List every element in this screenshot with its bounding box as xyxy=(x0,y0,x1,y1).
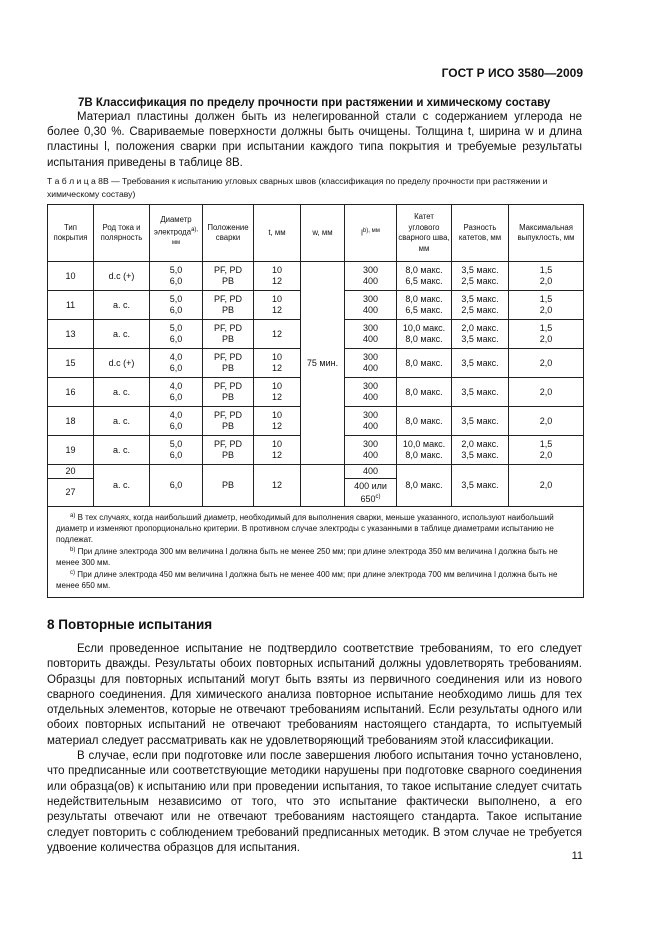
cell-coating-type: 27 xyxy=(48,479,94,507)
cell-convexity: 2,0 xyxy=(509,349,584,378)
cell-leg: 10,0 макс. 8,0 макс. xyxy=(397,436,452,465)
cell-thickness: 10 12 xyxy=(254,349,301,378)
footnote: $^{а)}$ В тех случаях, когда наибольший диаметр, необходимый для выполнения сварки, меньше указанного, используют наибольший диаметр и изменяют пропорционально критерии. В противном случае электроды с указанными в таблице диаметрами испытанию не подлежат. xyxy=(56,513,554,544)
table-header-cell: w, мм xyxy=(301,205,345,262)
cell-convexity: 1,5 2,0 xyxy=(509,262,584,291)
cell-position: PF, PD PB xyxy=(203,378,254,407)
cell-leg-diff: 3,5 макс. xyxy=(452,465,509,507)
table-header-cell: Максимальная выпуклость, мм xyxy=(509,205,584,262)
cell-length: 300 400 xyxy=(345,262,397,291)
cell-leg: 8,0 макс. xyxy=(397,465,452,507)
table-header-cell: Род тока и полярность xyxy=(94,205,150,262)
table-footnotes xyxy=(48,507,584,598)
cell-leg: 8,0 макс. 6,5 макс. xyxy=(397,291,452,320)
cell-position: PF, PD PB xyxy=(203,407,254,436)
cell-thickness: 10 12 xyxy=(254,262,301,291)
table-header-row xyxy=(48,205,584,262)
cell-coating-type: 16 xyxy=(48,378,94,407)
cell-thickness: 10 12 xyxy=(254,407,301,436)
cell-leg-diff: 3,5 макс. xyxy=(452,378,509,407)
cell-length: 300 400 xyxy=(345,349,397,378)
cell-leg: 8,0 макс. 6,5 макс. xyxy=(397,262,452,291)
table-header-cell: Разность катетов, мм xyxy=(452,205,509,262)
cell-convexity: 2,0 xyxy=(509,465,584,507)
table-header-cell: Положение сварки xyxy=(203,205,254,262)
cell-diameter: 5,0 6,0 xyxy=(150,320,203,349)
cell-coating-type: 20 xyxy=(48,465,94,479)
section-8-paragraph-2: В случае, если при подготовке или после завершения любого испытания точно установлено, что предписанные или соответствующие методики нарушены при подготовке сварного соединения или образца(ов) к испытанию или при проведении испытания, то такое испытание следует считать недействительным независимо от того, что это испытание фактически выполнено, а его результаты отвечают или не отвечают требованиям настоящего стандарта. Такое испытание следует повторить с соблюдением требований предписанных методик. В этом случае не требуется удвоение количества образцов для испытания. xyxy=(47,750,582,854)
cell-thickness: 12 xyxy=(254,465,301,507)
cell-thickness: 10 12 xyxy=(254,436,301,465)
table-footnotes-row xyxy=(48,507,584,598)
cell-convexity: 1,5 2,0 xyxy=(509,436,584,465)
section-7-title: 7В Классификация по пределу прочности при растяжении и химическому составу xyxy=(78,97,551,109)
cell-leg: 8,0 макс. xyxy=(397,378,452,407)
cell-leg-diff: 3,5 макс. xyxy=(452,349,509,378)
cell-thickness: 12 xyxy=(254,320,301,349)
cell-length: 300 400 xyxy=(345,320,397,349)
cell-coating-type: 13 xyxy=(48,320,94,349)
cell-diameter: 4,0 6,0 xyxy=(150,407,203,436)
table-row xyxy=(48,465,584,479)
cell-convexity: 1,5 2,0 xyxy=(509,320,584,349)
cell-leg-diff: 2,0 макс. 3,5 макс. xyxy=(452,436,509,465)
cell-position: PF, PD PB xyxy=(203,291,254,320)
cell-current: d.c (+) xyxy=(94,349,150,378)
cell-thickness: 10 12 xyxy=(254,378,301,407)
page-number: 11 xyxy=(571,850,583,862)
cell-coating-type: 19 xyxy=(48,436,94,465)
cell-width: 75 мин. xyxy=(301,262,345,465)
table-header-cell: Катет углового сварного шва, мм xyxy=(397,205,452,262)
section-8-body xyxy=(47,642,582,856)
cell-length: 300 400 xyxy=(345,436,397,465)
cell-leg: 8,0 макс. xyxy=(397,349,452,378)
cell-current: a. c. xyxy=(94,291,150,320)
cell-diameter: 4,0 6,0 xyxy=(150,378,203,407)
cell-position: PF, PD PB xyxy=(203,262,254,291)
cell-diameter: 4,0 6,0 xyxy=(150,349,203,378)
cell-diameter: 5,0 6,0 xyxy=(150,262,203,291)
cell-leg: 8,0 макс. xyxy=(397,407,452,436)
cell-length: 400 или 650$^{c)}$ xyxy=(345,479,397,507)
table-header-cell: t, мм xyxy=(254,205,301,262)
cell-coating-type: 10 xyxy=(48,262,94,291)
cell-position: PF, PD PB xyxy=(203,436,254,465)
cell-position: PF, PD PB xyxy=(203,320,254,349)
footnote: $^{c)}$ При длине электрода 450 мм величина l должна быть не менее 400 мм; при длине электрода 700 мм величина l должна быть не менее 650 мм. xyxy=(56,570,558,590)
cell-thickness: 10 12 xyxy=(254,291,301,320)
cell-diameter: 5,0 6,0 xyxy=(150,436,203,465)
cell-coating-type: 11 xyxy=(48,291,94,320)
cell-position: PF, PD PB xyxy=(203,349,254,378)
cell-current: a. c. xyxy=(94,320,150,349)
section-8-title: 8 Повторные испытания xyxy=(47,617,213,632)
cell-convexity: 2,0 xyxy=(509,378,584,407)
document-id: ГОСТ Р ИСО 3580—2009 xyxy=(441,66,583,80)
footnote: $^{b)}$ При длине электрода 300 мм величина l должна быть не менее 250 мм; при длине электрода 350 мм величина l должна быть не менее 300 мм. xyxy=(56,547,558,567)
cell-position: PB xyxy=(203,465,254,507)
requirements-table xyxy=(47,204,584,598)
cell-current: a. c. xyxy=(94,378,150,407)
cell-leg-diff: 3,5 макс. 2,5 макс. xyxy=(452,291,509,320)
cell-current: a. c. xyxy=(94,436,150,465)
section-8-paragraph-1: Если проведенное испытание не подтвердило соответствие требованиям, то его следует повторить дважды. Результаты обоих повторных испытаний должны удовлетворять требованиям. Образцы для повторных испытаний могут быть взяты из первичного соединения или из нового сварного соединения. Для химического анализа повторное испытание необходимо лишь для тех отдельных элементов, которые не отвечают требованиям испытаний. Если результаты одного или обоих повторных испытаний не отвечают требованиям настоящего стандарта, то испытуемый материал следует рассматривать как не удовлетворяющий требованиям этой классификации. xyxy=(47,643,582,747)
table-header-cell: Тип покрытия xyxy=(48,205,94,262)
cell-leg: 10,0 макс. 8,0 макс. xyxy=(397,320,452,349)
cell-leg-diff: 3,5 макс. 2,5 макс. xyxy=(452,262,509,291)
cell-leg-diff: 3,5 макс. xyxy=(452,407,509,436)
cell-diameter: 6,0 xyxy=(150,465,203,507)
cell-current: a. c. xyxy=(94,407,150,436)
cell-length: 300 400 xyxy=(345,291,397,320)
cell-convexity: 2,0 xyxy=(509,407,584,436)
cell-current: d.c (+) xyxy=(94,262,150,291)
cell-convexity: 1,5 2,0 xyxy=(509,291,584,320)
table-caption: Т а б л и ц а 8В — Требования к испытанию угловых сварных швов (классификация по пределу прочности при растяжении и химическому составу) xyxy=(47,176,548,199)
cell-coating-type: 15 xyxy=(48,349,94,378)
cell-length: 300 400 xyxy=(345,407,397,436)
table-header-cell: Диаметр электрода$^{а), мм}$ xyxy=(150,205,203,262)
table-header-cell: $l^{b), мм}$ xyxy=(345,205,397,262)
cell-diameter: 5,0 6,0 xyxy=(150,291,203,320)
cell-leg-diff: 2,0 макс. 3,5 макс. xyxy=(452,320,509,349)
cell-current: a. c. xyxy=(94,465,150,507)
table-row xyxy=(48,262,584,291)
cell-length: 400 xyxy=(345,465,397,479)
cell-width-empty xyxy=(301,465,345,507)
section-7-body: Материал пластины должен быть из нелегированной стали с содержанием углерода не более 0,30 %. Свариваемые поверхности должны быть очищены. Толщина t, ширина w и длина пластины l, положения сварки при испытании каждого типа покрытия и требуемые результаты испытания приведены в таблице 8В. xyxy=(47,111,582,169)
cell-coating-type: 18 xyxy=(48,407,94,436)
cell-length: 300 400 xyxy=(345,378,397,407)
